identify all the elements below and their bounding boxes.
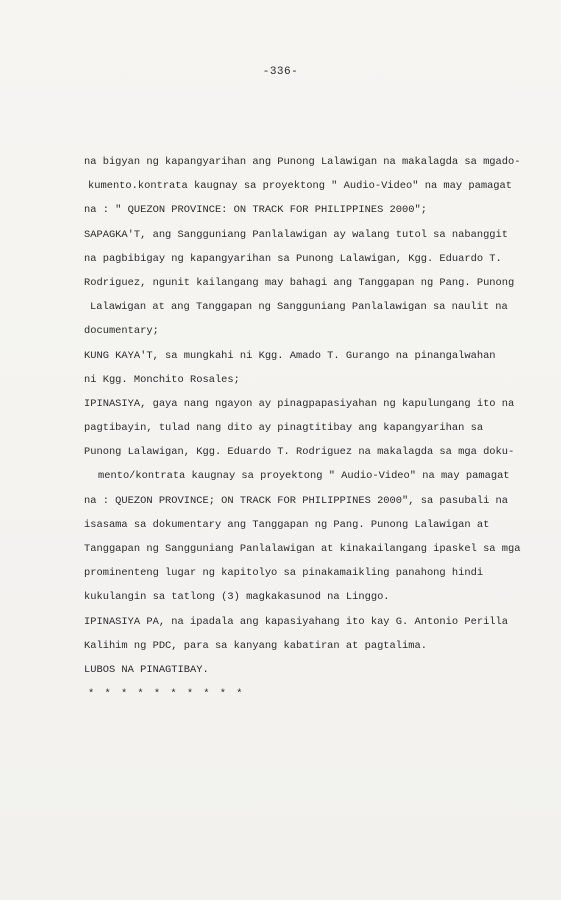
text-line: prominenteng lugar ng kapitolyo sa pinakamaikling panahong hindi <box>84 567 484 580</box>
text-line: na : " QUEZON PROVINCE: ON TRACK FOR PHILIPPINES 2000"; <box>84 204 427 217</box>
text-line: SAPAGKA'T, ang Sangguniang Panlalawigan ay walang tutol sa nabanggit <box>84 228 509 241</box>
text-line: IPINASIYA PA, na ipadala ang kapasiyahang ito kay G. Antonio Perilla <box>84 615 509 628</box>
text-line: kumento.kontrata kaugnay sa proyektong " Audio-Video" na may pamagat <box>88 180 513 193</box>
text-line: Rodriguez, ngunit kailangang may bahagi ang Tanggapan ng Pang. Punong <box>84 276 515 289</box>
text-line: documentary; <box>84 325 159 338</box>
resolution-body <box>84 150 524 706</box>
text-line: Tanggapan ng Sangguniang Panlalawigan at kinakailangang ipaskel sa mga <box>84 543 521 555</box>
text-line: ni Kgg. Monchito Rosales; <box>84 373 240 386</box>
text-line: kukulangin sa tatlong (3) magkakasunod na Linggo. <box>84 591 390 604</box>
text-line: na bigyan ng kapangyarihan ang Punong Lalawigan na makalagda sa mgado- <box>84 156 521 168</box>
text-line: pagtibayin, tulad nang dito ay pinagtitibay ang kapangyarihan sa <box>84 422 484 435</box>
text-line: Punong Lalawigan, Kgg. Eduardo T. Rodriguez na makalagda sa mga doku- <box>84 446 515 459</box>
text-line: Kalihim ng PDC, para sa kanyang kabatiran at pagtalima. <box>84 639 427 652</box>
text-line: Lalawigan at ang Tanggapan ng Sangguniang Panlalawigan sa naulit na <box>90 301 508 314</box>
text-line: IPINASIYA, gaya nang ngayon ay pinagpapasiyahan ng kapulungang ito na <box>84 397 515 410</box>
text-line: na : QUEZON PROVINCE; ON TRACK FOR PHILIPPINES 2000", sa pasubali na <box>84 494 509 507</box>
text-line: isasama sa dokumentary ang Tanggapan ng Pang. Punong Lalawigan at <box>84 518 490 531</box>
asterisk-divider: * * * * * * * * * * <box>88 688 245 701</box>
text-line: KUNG KAYA'T, sa mungkahi ni Kgg. Amado T. Gurango na pinangalwahan <box>84 349 496 362</box>
text-line: mento/kontrata kaugnay sa proyektong " Audio-Video" na may pamagat <box>98 470 510 483</box>
text-line: na pagbibigay ng kapangyarihan sa Punong Lalawigan, Kgg. Eduardo T. <box>84 252 502 265</box>
text-line: LUBOS NA PINAGTIBAY. <box>84 663 209 676</box>
page-number: -336- <box>262 66 299 78</box>
